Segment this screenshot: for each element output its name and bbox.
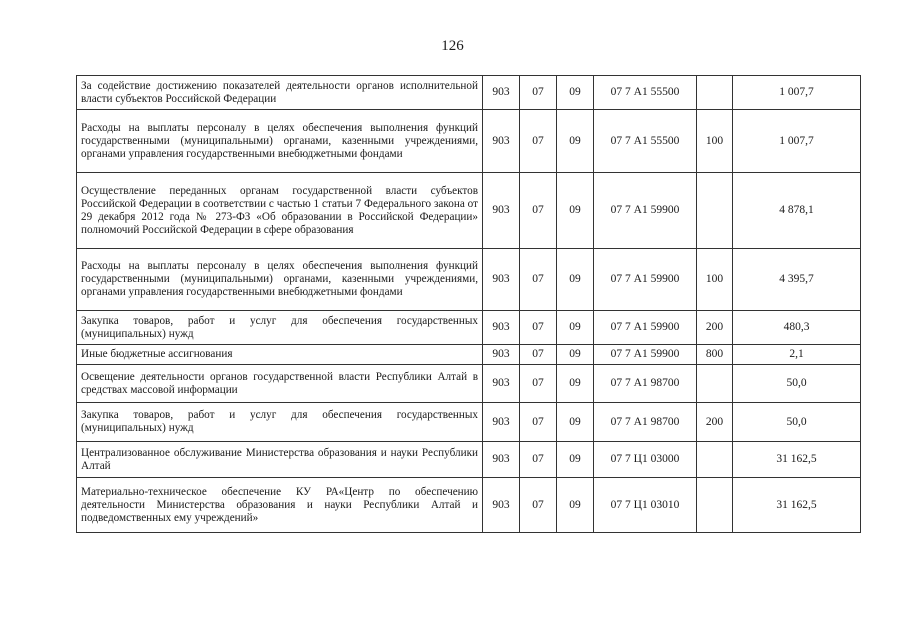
table-row (77, 365, 861, 403)
section-code: 07 (520, 442, 557, 478)
section-code: 07 (520, 478, 557, 533)
amount: 31 162,5 (733, 442, 861, 478)
expense-type-code (697, 173, 733, 249)
target-article-code: 07 7 Ц1 03000 (594, 442, 697, 478)
row-description: Централизованное обслуживание Министерства образования и науки Республики Алтай (77, 442, 483, 478)
table-row (77, 110, 861, 173)
row-description: Закупка товаров, работ и услуг для обеспечения государственных (муниципальных) нужд (77, 403, 483, 442)
row-description: Освещение деятельности органов государственной власти Республики Алтай в средствах массовой информации (77, 365, 483, 403)
row-description: Иные бюджетные ассигнования (77, 345, 483, 365)
table-row (77, 442, 861, 478)
subsection-code: 09 (557, 173, 594, 249)
subsection-code: 09 (557, 311, 594, 345)
amount: 1 007,7 (733, 110, 861, 173)
budget-table (76, 75, 861, 533)
expense-type-code: 100 (697, 110, 733, 173)
amount: 31 162,5 (733, 478, 861, 533)
subsection-code: 09 (557, 365, 594, 403)
amount: 50,0 (733, 403, 861, 442)
subsection-code: 09 (557, 345, 594, 365)
ministry-code: 903 (483, 345, 520, 365)
table-row (77, 478, 861, 533)
section-code: 07 (520, 110, 557, 173)
expense-type-code (697, 442, 733, 478)
subsection-code: 09 (557, 110, 594, 173)
target-article-code: 07 7 А1 59900 (594, 173, 697, 249)
ministry-code: 903 (483, 311, 520, 345)
ministry-code: 903 (483, 478, 520, 533)
row-description: Закупка товаров, работ и услуг для обеспечения государственных (муниципальных) нужд (77, 311, 483, 345)
expense-type-code (697, 478, 733, 533)
expense-type-code: 200 (697, 311, 733, 345)
table-row (77, 173, 861, 249)
expense-type-code: 800 (697, 345, 733, 365)
target-article-code: 07 7 Ц1 03010 (594, 478, 697, 533)
section-code: 07 (520, 173, 557, 249)
target-article-code: 07 7 А1 55500 (594, 76, 697, 110)
target-article-code: 07 7 А1 59900 (594, 249, 697, 311)
section-code: 07 (520, 76, 557, 110)
section-code: 07 (520, 403, 557, 442)
table-row (77, 76, 861, 110)
row-description: Материально-техническое обеспечение КУ РА«Центр по обеспечению деятельности Министерства образования и науки Республики Алтай и подведомственных ему учреждений» (77, 478, 483, 533)
expense-type-code (697, 76, 733, 110)
page-number: 126 (441, 38, 464, 54)
expense-type-code: 200 (697, 403, 733, 442)
subsection-code: 09 (557, 403, 594, 442)
subsection-code: 09 (557, 478, 594, 533)
table-row (77, 403, 861, 442)
target-article-code: 07 7 А1 98700 (594, 403, 697, 442)
subsection-code: 09 (557, 76, 594, 110)
subsection-code: 09 (557, 442, 594, 478)
row-description: Осуществление переданных органам государственной власти субъектов Российской Федерации в соответствии с частью 1 статьи 7 Федерального закона от 29 декабря 2012 года № 273-ФЗ «Об образовании в Российской Федерации» полномочий Российской Федерации в сфере образования (77, 173, 483, 249)
ministry-code: 903 (483, 365, 520, 403)
amount: 4 878,1 (733, 173, 861, 249)
row-description: Расходы на выплаты персоналу в целях обеспечения выполнения функций государственными (муниципальными) органами, казенными учреждениями, органами управления государственными внебюджетными фондами (77, 110, 483, 173)
section-code: 07 (520, 365, 557, 403)
amount: 1 007,7 (733, 76, 861, 110)
section-code: 07 (520, 311, 557, 345)
table-row (77, 345, 861, 365)
ministry-code: 903 (483, 110, 520, 173)
amount: 2,1 (733, 345, 861, 365)
section-code: 07 (520, 249, 557, 311)
target-article-code: 07 7 А1 59900 (594, 345, 697, 365)
target-article-code: 07 7 А1 55500 (594, 110, 697, 173)
ministry-code: 903 (483, 173, 520, 249)
subsection-code: 09 (557, 249, 594, 311)
expense-type-code (697, 365, 733, 403)
table-body (77, 76, 861, 533)
table-row (77, 311, 861, 345)
target-article-code: 07 7 А1 59900 (594, 311, 697, 345)
row-description: За содействие достижению показателей деятельности органов исполнительной власти субъектов Российской Федерации (77, 76, 483, 110)
ministry-code: 903 (483, 76, 520, 110)
amount: 480,3 (733, 311, 861, 345)
expense-type-code: 100 (697, 249, 733, 311)
ministry-code: 903 (483, 403, 520, 442)
row-description: Расходы на выплаты персоналу в целях обеспечения выполнения функций государственными (муниципальными) органами, казенными учреждениями, органами управления государственными внебюджетными фондами (77, 249, 483, 311)
ministry-code: 903 (483, 442, 520, 478)
amount: 50,0 (733, 365, 861, 403)
section-code: 07 (520, 345, 557, 365)
amount: 4 395,7 (733, 249, 861, 311)
target-article-code: 07 7 А1 98700 (594, 365, 697, 403)
ministry-code: 903 (483, 249, 520, 311)
table-row (77, 249, 861, 311)
